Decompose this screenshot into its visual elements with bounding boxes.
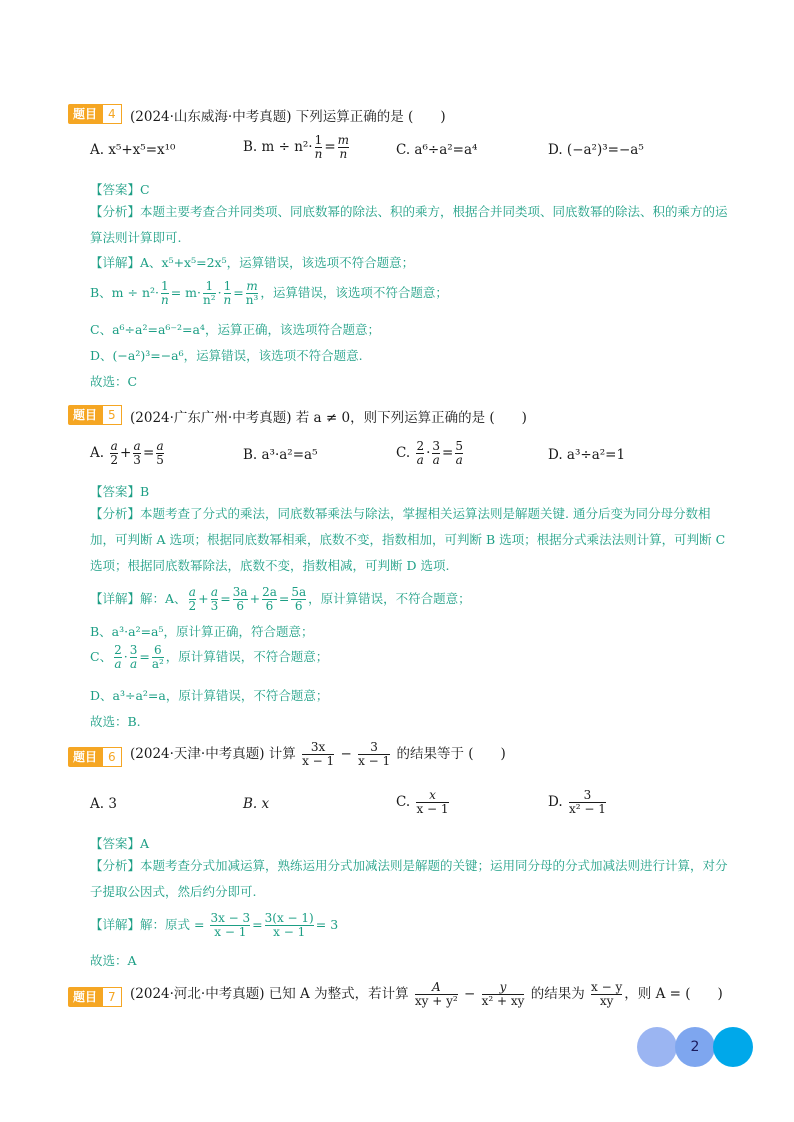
question-stem: (2024·广东广州·中考真题) 若 a ≠ 0，则下列运算正确的是 ( )	[130, 410, 527, 426]
option-a: A. $\frac{a}{2}$ + $\frac{a}{3}$ = $\frac{a}{5}$	[90, 439, 164, 467]
analysis: 【分析】本题考查了分式的乘法，同底数幂乘法与除法，掌握相关运算法则是解题关键. 通分后变为同分母分数相加，可判断 A 选项；根据同底数幂相乘，底数不变，指数相加，可判断 B 选项；根据分式乘法法则计算，可判断 C 选项；根据同底数幂除法，底数不变，指数相减，可判断 D 选项.	[90, 506, 726, 573]
option-d: D. $\frac{3}{\text{x² − 1}}$	[548, 788, 606, 816]
option-b: B. x	[243, 796, 270, 812]
question-badge	[68, 104, 122, 124]
option-c: C. $\frac{x}{x - 1}$	[396, 788, 449, 816]
analysis: 【分析】本题考查分式加减运算，熟练运用分式加减法则是解题的关键；运用同分母的分式加减法则进行计算，对分子提取公因式，然后约分即可.	[90, 858, 728, 899]
detail-d: D、(−a²)³=−a⁶，运算错误，该选项不符合题意.	[90, 348, 363, 363]
option-d: D. a³÷a²=1	[548, 447, 626, 463]
detail-b: B、m ÷ n²· $\frac{1}{n}$ = m· $\frac{1}{\text{n²}}$ · $\frac{1}{n}$ = $\frac{m}{\text{n³}}$ ，运算错误，该选项不符合题意；	[90, 279, 448, 307]
answer: 【答案】B	[90, 484, 150, 499]
option-c: C. a⁶÷a²=a⁴	[396, 142, 478, 158]
answer: 【答案】C	[90, 182, 150, 197]
choice: 故选：B.	[90, 714, 141, 729]
question-number: 5	[102, 405, 122, 425]
option-c: C. $\frac{2}{a}$ · $\frac{3}{a}$ = $\frac{5}{a}$	[396, 439, 463, 467]
detail-a: 【详解】A、x⁵+x⁵=2x⁵，运算错误，该选项不符合题意；	[90, 255, 415, 270]
detail: 【详解】解：原式 = $\frac{3x - 3}{x - 1}$ = $\frac{3(x - 1)}{x - 1}$ = 3	[90, 911, 339, 939]
option-b: B. m ÷ n²· $\frac{1}{n}$ = $\frac{m}{n}$	[243, 133, 350, 161]
option-a: A. x⁵+x⁵=x¹⁰	[90, 142, 176, 158]
choice: 故选：A	[90, 953, 137, 968]
question-number: 6	[102, 747, 122, 767]
question-stem: (2024·山东威海·中考真题) 下列运算正确的是 ( )	[130, 109, 446, 125]
badge-label: 题目	[68, 104, 102, 124]
detail-c: C、 $\frac{2}{a}$ · $\frac{3}{a}$ = $\frac{6}{\text{a²}}$ ，原计算错误，不符合题意；	[90, 643, 329, 671]
choice: 故选：C	[90, 374, 138, 389]
detail-c: C、a⁶÷a²=a⁶⁻²=a⁴，运算正确，该选项符合题意；	[90, 322, 380, 337]
option-a: A. 3	[90, 796, 117, 812]
answer: 【答案】A	[90, 836, 150, 851]
question-badge: 题目 5	[68, 405, 122, 425]
question-number: 7	[102, 987, 122, 1007]
decor-circle-3	[713, 1027, 753, 1067]
detail-a: 【详解】解：A、 $\frac{a}{2}$ + $\frac{a}{3}$ = $\frac{3a}{6}$ + $\frac{2a}{6}$ = $\frac{5a}{6}$ ，原计算错误，不符合题意；	[90, 585, 471, 613]
option-d: D. (−a²)³=−a⁵	[548, 142, 644, 158]
page-number: 2	[690, 1039, 700, 1055]
question-badge: 题目 6	[68, 747, 122, 767]
option-b: B. a³·a²=a⁵	[243, 447, 318, 463]
analysis: 【分析】本题主要考查合并同类项、同底数幂的除法、积的乘方，根据合并同类项、同底数幂的除法、积的乘方的运算法则计算即可.	[90, 204, 728, 245]
question-stem: (2024·天津·中考真题) 计算 $\frac{3x}{x - 1}$ − $\frac{3}{x - 1}$ 的结果等于 ( )	[130, 740, 506, 768]
detail-b: B、a³·a²=a⁵，原计算正确，符合题意；	[90, 624, 314, 639]
decor-circle-1	[637, 1027, 677, 1067]
question-number: 4	[102, 104, 122, 124]
detail-d: D、a³÷a²=a，原计算错误，不符合题意；	[90, 688, 329, 703]
question-stem: (2024·河北·中考真题) 已知 A 为整式，若计算 $\frac{A}{\text{xy + y²}}$ − $\frac{y}{\text{x² + xy}}$ 的结果为 $\frac{x - y}{xy}$ ，则 A = ( )	[130, 980, 723, 1008]
question-badge: 题目 7	[68, 987, 122, 1007]
